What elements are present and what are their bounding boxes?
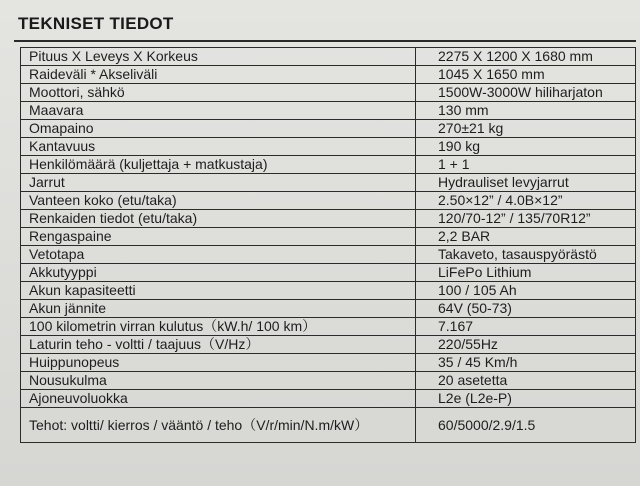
spec-value: Hydrauliset levyjarrut [416,174,636,192]
spec-value: 270±21 kg [416,120,636,138]
spec-value: 220/55Hz [416,336,636,354]
table-row [21,102,636,120]
spec-value: 1 + 1 [416,156,636,174]
spec-value: 60/5000/2.9/1.5 [416,408,636,443]
spec-value: LiFePo Lithium [416,264,636,282]
spec-label: Jarrut [21,174,416,192]
spec-label: 100 kilometrin virran kulutus（kW.h/ 100 km） [21,318,416,336]
spec-label: Pituus X Leveys X Korkeus [21,48,416,66]
spec-label: Vetotapa [21,246,416,264]
spec-label: Nousukulma [21,372,416,390]
table-row [21,66,636,84]
spec-label: Akkutyyppi [21,264,416,282]
spec-label: Huippunopeus [21,354,416,372]
spec-value: 64V (50-73) [416,300,636,318]
spec-label: Laturin teho - voltti / taajuus（V/Hz） [21,336,416,354]
table-row [21,138,636,156]
spec-label: Raideväli * Akseliväli [21,66,416,84]
table-row [21,174,636,192]
spec-label: Vanteen koko (etu/taka) [21,192,416,210]
spec-label: Renkaiden tiedot (etu/taka) [21,210,416,228]
spec-label: Maavara [21,102,416,120]
spec-label: Rengaspaine [21,228,416,246]
spec-value: 20 asetetta [416,372,636,390]
spec-label: Omapaino [21,120,416,138]
spec-value: 35 / 45 Km/h [416,354,636,372]
table-row [21,228,636,246]
spec-label: Ajoneuvoluokka [21,390,416,408]
spec-value: L2e (L2e-P) [416,390,636,408]
table-row [21,264,636,282]
table-row [21,156,636,174]
spec-value: 1500W-3000W hiliharjaton [416,84,636,102]
table-row [21,300,636,318]
spec-label: Moottori, sähkö [21,84,416,102]
table-row [21,48,636,66]
table-row [21,192,636,210]
spec-label: Kantavuus [21,138,416,156]
spec-value: 2.50×12” / 4.0B×12” [416,192,636,210]
spec-value: 100 / 105 Ah [416,282,636,300]
table-row [21,354,636,372]
spec-value: Takaveto, tasauspyörästö [416,246,636,264]
spec-value: 2275 X 1200 X 1680 mm [416,48,636,66]
table-row [21,318,636,336]
spec-value: 130 mm [416,102,636,120]
spec-table [20,47,636,443]
table-row [21,120,636,138]
table-row [21,246,636,264]
spec-value: 190 kg [416,138,636,156]
spec-value: 1045 X 1650 mm [416,66,636,84]
spec-label: Akun kapasiteetti [21,282,416,300]
title-divider [14,40,636,42]
table-row [21,372,636,390]
table-row [21,336,636,354]
table-row [21,408,636,443]
spec-label: Tehot: voltti/ kierros / vääntö / teho（V/r/min/N.m/kW） [21,408,416,443]
table-row [21,84,636,102]
table-row [21,390,636,408]
spec-value: 2,2 BAR [416,228,636,246]
table-row [21,210,636,228]
spec-value: 7.167 [416,318,636,336]
page-title: TEKNISET TIEDOT [18,14,174,33]
spec-label: Akun jännite [21,300,416,318]
spec-label: Henkilömäärä (kuljettaja + matkustaja) [21,156,416,174]
spec-value: 120/70-12” / 135/70R12” [416,210,636,228]
table-row [21,282,636,300]
